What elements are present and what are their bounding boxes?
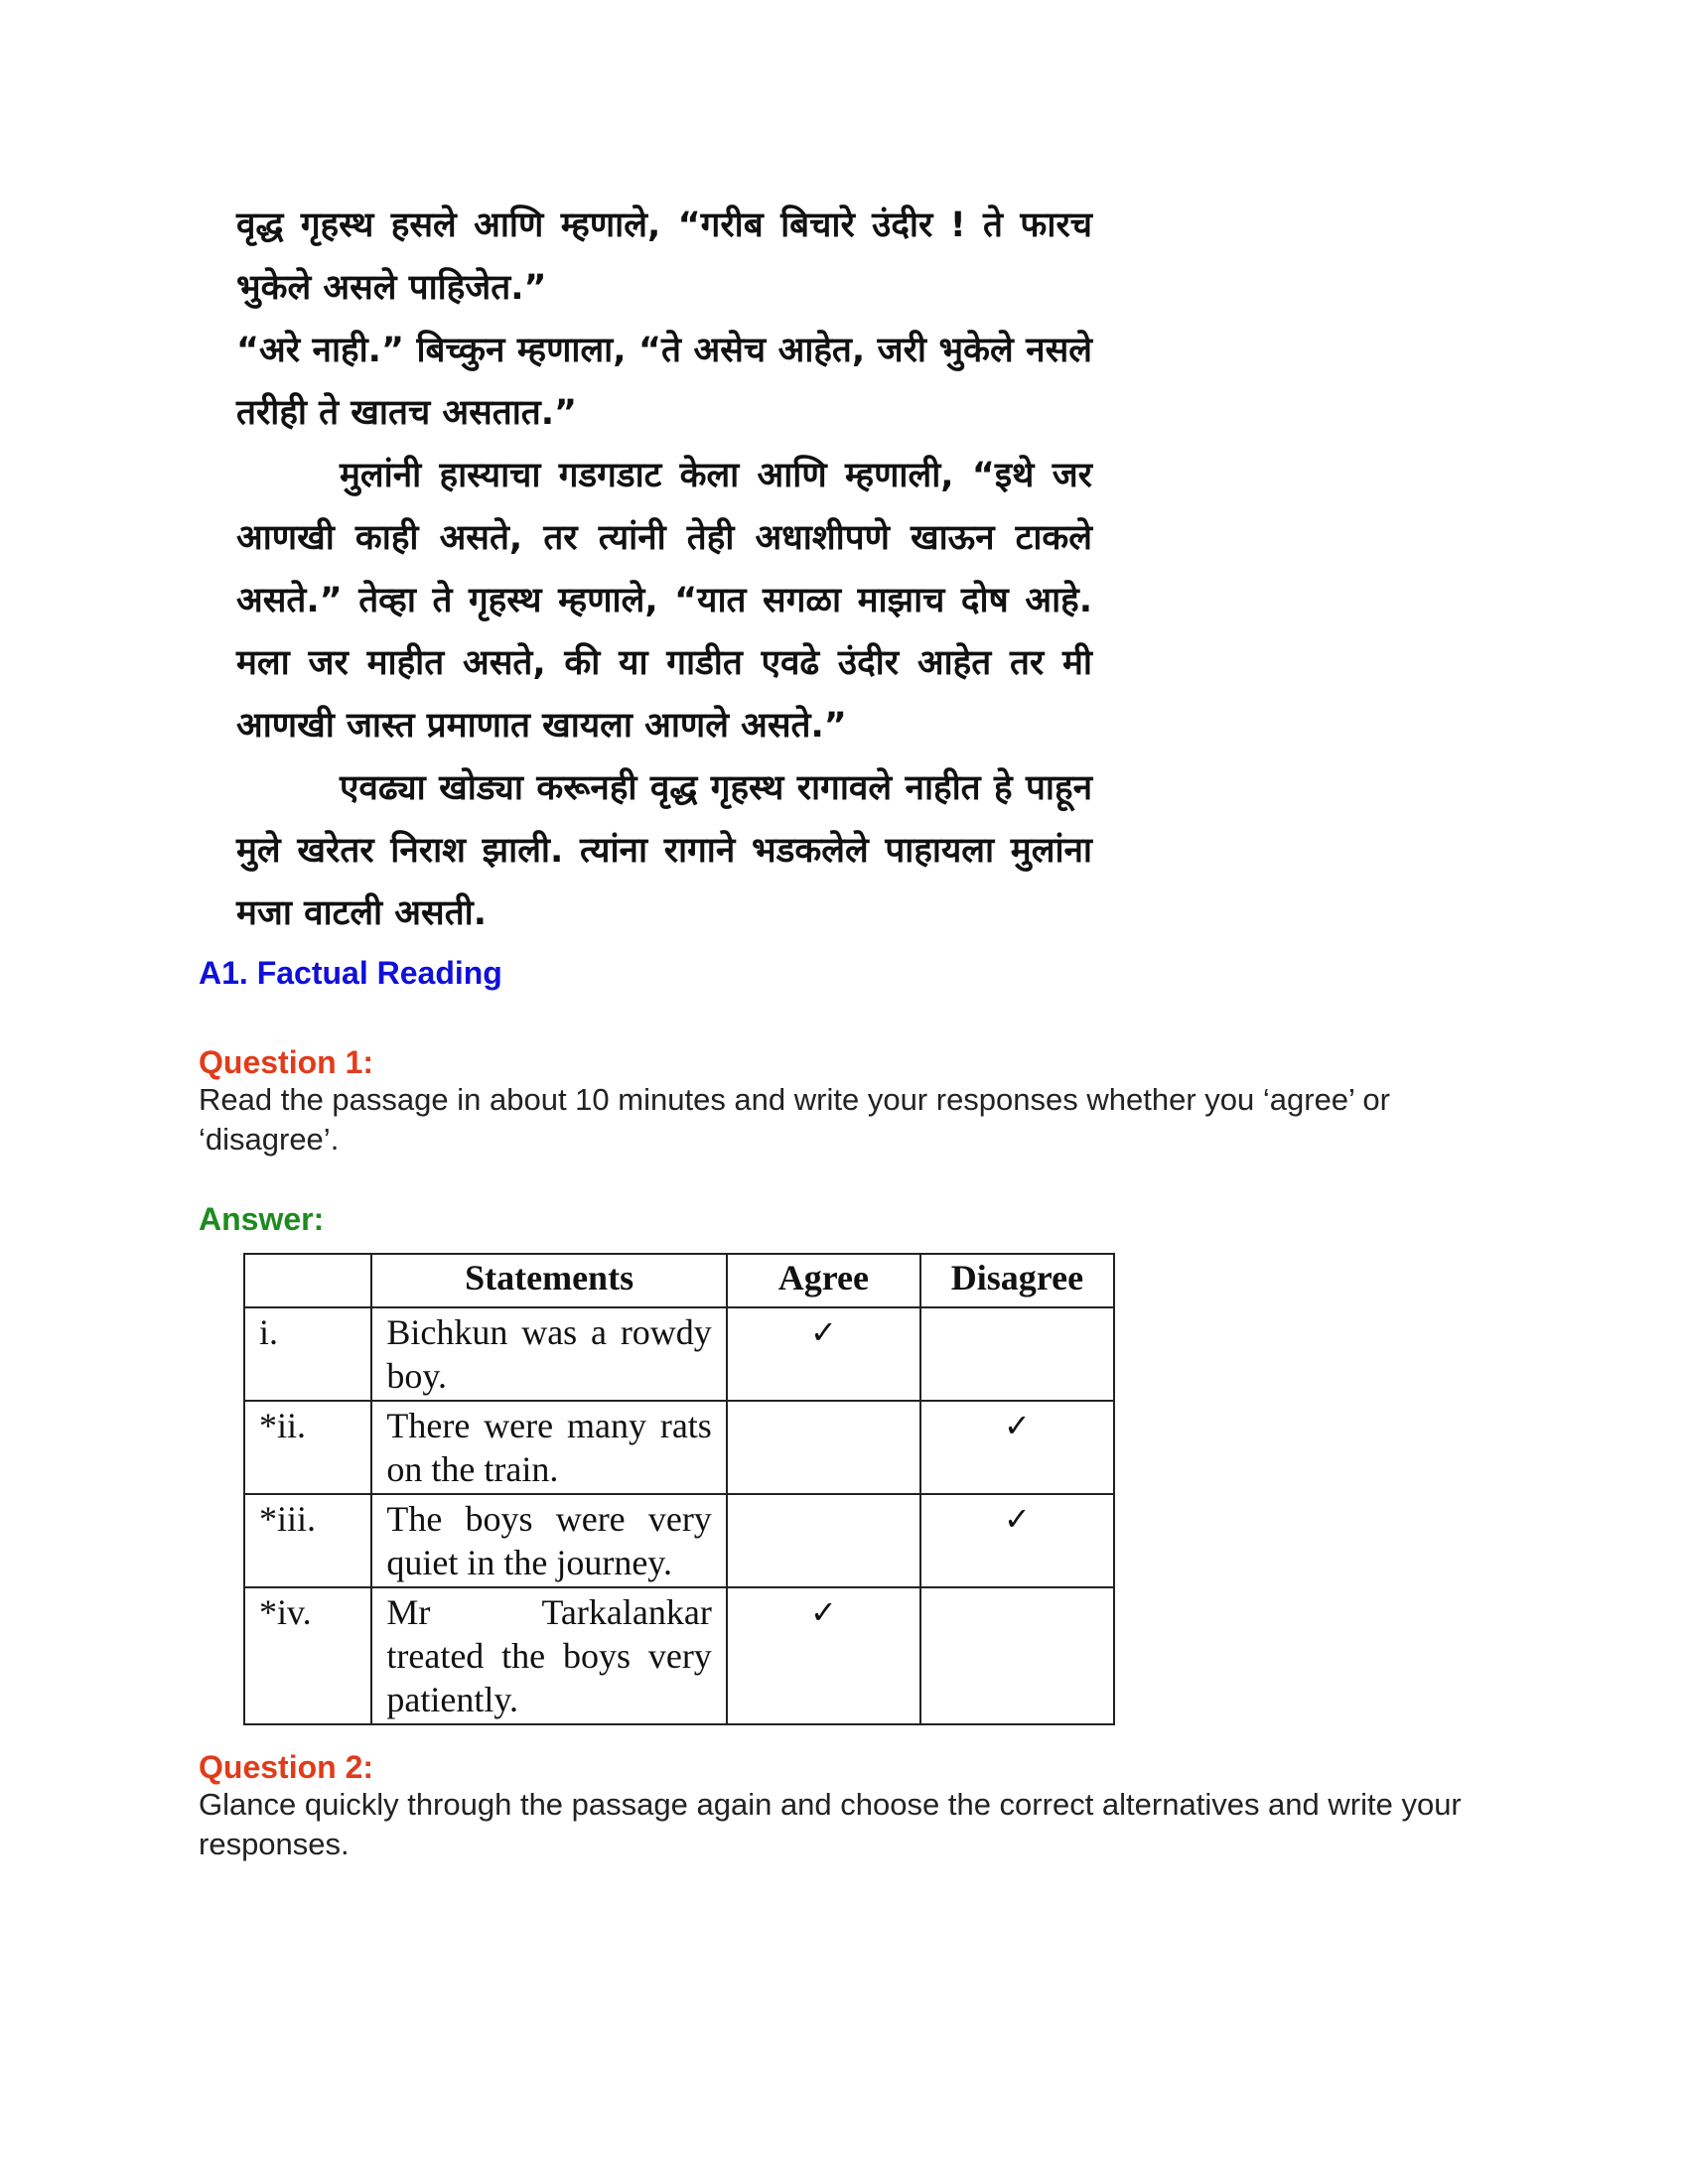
question-1-label: Question 1: bbox=[199, 1044, 374, 1080]
row-statement: The boys were very quiet in the journey. bbox=[371, 1494, 726, 1587]
passage-paragraph: “अरे नाही.” बिच्कुन म्हणाला, “ते असेच आहेत, जरी भुकेले नसले तरीही ते खातच असतात.” bbox=[236, 331, 1092, 433]
table-row bbox=[244, 1494, 1114, 1587]
agree-check-icon: ✓ bbox=[727, 1307, 920, 1401]
question-1-text: Read the passage in about 10 minutes and write your responses whether you ‘agree’ or ‘disagree’. bbox=[199, 1082, 1390, 1157]
header-disagree: Disagree bbox=[920, 1254, 1114, 1307]
passage-paragraph: मुलांनी हास्याचा गडगडाट केला आणि म्हणाली, “इथे जर आणखी काही असते, तर त्यांनी तेही अधाशीपणे खाऊन टाकले असते.” तेव्हा ते गृहस्थ म्हणाले, “यात सगळा माझाच दोष आहे. मला जर माहीत असते, की या गाडीत एवढे उंदीर आहेत तर मी आणखी जास्त प्रमाणात खायला आणले असते.” bbox=[236, 456, 1092, 746]
table-row bbox=[244, 1307, 1114, 1401]
agree-check-icon: ✓ bbox=[727, 1587, 920, 1724]
disagree-check-icon: ✓ bbox=[920, 1494, 1114, 1587]
passage-paragraph: एवढ्या खोड्या करूनही वृद्ध गृहस्थ रागावले नाहीत हे पाहून मुले खरेतर निराश झाली. त्यांना रागाने भडकलेले पाहायला मुलांना मजा वाटली असती. bbox=[236, 768, 1092, 933]
answer-label: Answer: bbox=[199, 1201, 325, 1237]
table-row bbox=[244, 1401, 1114, 1494]
row-statement: Mr Tarkalankar treated the boys very patiently. bbox=[371, 1587, 726, 1724]
passage-paragraph: वृद्ध गृहस्थ हसले आणि म्हणाले, “गरीब बिचारे उंदीर ! ते फारच भुकेले असले पाहिजेत.” bbox=[236, 205, 1092, 308]
section-title: A1. Factual Reading bbox=[199, 955, 502, 991]
disagree-check-icon: ✓ bbox=[920, 1401, 1114, 1494]
table-row bbox=[244, 1587, 1114, 1724]
question-2-text: Glance quickly through the passage again and choose the correct alternatives and write your responses. bbox=[199, 1787, 1462, 1861]
marathi-passage bbox=[236, 195, 1092, 945]
row-number: *iv. bbox=[244, 1587, 371, 1724]
row-statement: Bichkun was a rowdy boy. bbox=[371, 1307, 726, 1401]
header-number bbox=[244, 1254, 371, 1307]
table-header-row bbox=[244, 1254, 1114, 1307]
agree-cell bbox=[727, 1494, 920, 1587]
agree-cell bbox=[727, 1401, 920, 1494]
header-statements: Statements bbox=[371, 1254, 726, 1307]
header-agree: Agree bbox=[727, 1254, 920, 1307]
row-number: i. bbox=[244, 1307, 371, 1401]
row-number: *iii. bbox=[244, 1494, 371, 1587]
disagree-cell bbox=[920, 1587, 1114, 1724]
question-2-label: Question 2: bbox=[199, 1749, 374, 1785]
row-number: *ii. bbox=[244, 1401, 371, 1494]
answer-table bbox=[243, 1253, 1115, 1725]
disagree-cell bbox=[920, 1307, 1114, 1401]
row-statement: There were many rats on the train. bbox=[371, 1401, 726, 1494]
